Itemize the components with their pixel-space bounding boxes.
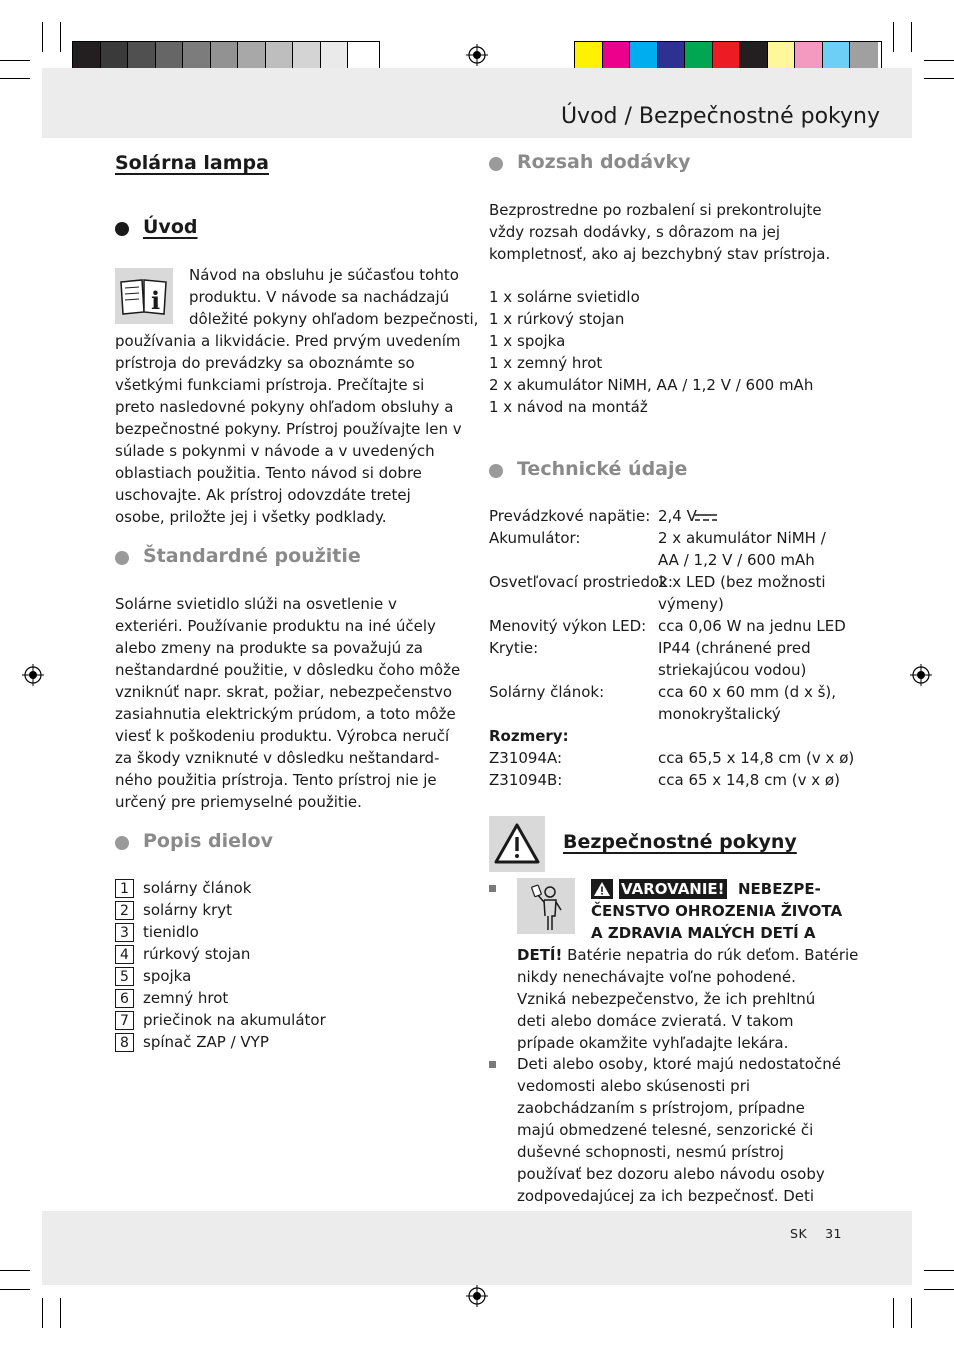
dimension-key: Z31094A:	[489, 749, 563, 767]
part-number: 4	[115, 945, 134, 964]
color-swatch	[128, 42, 156, 68]
standard-use-text: Solárne svietidlo slúži na osvetlenie v exteriéri. Používanie produktu na iné účely alebo zmeny na produkte sa považujú za neštandardné použitie, v dôsledku čoho môže vzniknúť napr. skrat, požiar, nebezpečenstvo zasiahnutia elektrickým prúdom, a toto môže viesť k poškodeniu produktu. Výrobca neručí za škody vzniknuté v dôsledku neštandard-ného použitia prístroja. Tento prístroj nie je určený pre priemyselné použitie.	[115, 595, 461, 811]
part-number: 8	[115, 1033, 134, 1052]
registration-mark-icon	[22, 664, 44, 686]
color-swatch	[101, 42, 129, 68]
crop-mark	[924, 1289, 954, 1290]
footer-language: SK	[790, 1226, 808, 1241]
part-number: 1	[115, 879, 134, 898]
tech-value: cca 60 x 60 mm (d x š),	[658, 683, 837, 701]
crop-mark	[0, 60, 30, 61]
intro-text: používania a likvidácie. Pred prvým uvedením prístroja do prevádzky sa oboznámte so všetkými funkciami prístroja. Prečítajte si preto nasledovné pokyny ohľadom obsluhy a bezpečnostné pokyny. Prístroj používajte len v súlade s pokynmi v návode a v uvedených oblastiach použitia. Tento návod si dobre uschovajte. Ak prístroj odovzdáte tretej osobe, priložte jej i všetky podklady.	[115, 332, 462, 526]
color-swatch	[823, 42, 851, 68]
tech-key: Osvetľovací prostriedok:	[489, 573, 673, 591]
color-swatch	[321, 42, 349, 68]
part-label: spínač ZAP / VYP	[143, 1033, 269, 1051]
parts-heading: Popis dielov	[143, 830, 273, 852]
color-swatch	[603, 42, 631, 68]
tech-value: striekajúcou vodou)	[658, 661, 807, 679]
scope-qty: 1 x	[489, 398, 513, 416]
footer-band	[42, 1211, 912, 1285]
intro-text-line: produktu. V návode sa nachádzajú	[189, 288, 450, 306]
warning-text-first: Batérie nepatria do rúk deťom. Batérie	[567, 946, 859, 964]
scope-qty: 1 x	[489, 288, 513, 306]
intro-text-line: dôležité pokyny ohľadom bezpečnosti,	[189, 310, 479, 328]
part-label: rúrkový stojan	[143, 945, 251, 963]
bullet-dot	[115, 551, 129, 565]
list-bullet	[489, 885, 496, 892]
crop-mark	[0, 1289, 30, 1290]
color-swatch	[850, 42, 878, 68]
warning-small-icon	[591, 879, 613, 899]
color-swatch	[740, 42, 768, 68]
crop-mark	[911, 1298, 912, 1328]
color-swatch	[348, 42, 376, 68]
crop-mark	[924, 78, 954, 79]
warning-badge: VAROVANIE!	[621, 880, 725, 898]
scope-qty: 1 x	[489, 310, 513, 328]
registration-mark-icon	[466, 44, 488, 66]
tech-value: 2 x akumulátor NiMH /	[658, 529, 826, 547]
scope-item: solárne svietidlo	[517, 288, 640, 306]
part-label: solárny kryt	[143, 901, 233, 919]
intro-text-line: Návod na obsluhu je súčasťou tohto	[189, 266, 459, 284]
part-number: 5	[115, 967, 134, 986]
part-number: 7	[115, 1011, 134, 1030]
warning-title-line: ČENSTVO OHROZENIA ŽIVOTA	[591, 902, 843, 920]
registration-mark-icon	[910, 664, 932, 686]
svg-text:i: i	[151, 286, 161, 315]
crop-mark	[60, 22, 61, 52]
tech-value: AA / 1,2 V / 600 mAh	[658, 551, 815, 569]
dimensions-label: Rozmery:	[489, 727, 569, 745]
part-number: 3	[115, 923, 134, 942]
tech-value: 2,4 V	[658, 507, 697, 525]
color-swatch	[630, 42, 658, 68]
color-swatch	[768, 42, 796, 68]
color-swatch	[266, 42, 294, 68]
warning-title-end: DETÍ!	[517, 946, 563, 964]
bullet-dot	[115, 222, 129, 236]
page-footer	[790, 1226, 842, 1241]
dc-symbol-icon	[694, 512, 718, 524]
tech-key: Prevádzkové napätie:	[489, 507, 651, 525]
crop-mark	[60, 1298, 61, 1328]
crop-mark	[893, 1298, 894, 1328]
crop-mark	[0, 1270, 30, 1271]
list-bullet	[489, 1061, 496, 1068]
intro-heading: Úvod	[143, 216, 198, 238]
bullet-dot	[115, 836, 129, 850]
grayscale-bar	[72, 41, 380, 69]
bullet-dot	[489, 464, 503, 478]
dimension-value: cca 65 x 14,8 cm (v x ø)	[658, 771, 840, 789]
scope-qty: 2 x	[489, 376, 513, 394]
scope-qty: 1 x	[489, 354, 513, 372]
warning-triangle-icon	[489, 816, 545, 872]
color-swatch	[73, 42, 101, 68]
scope-qty: 1 x	[489, 332, 513, 350]
color-swatch	[575, 42, 603, 68]
tech-key: Menovitý výkon LED:	[489, 617, 647, 635]
standard-use-heading: Štandardné použitie	[143, 545, 361, 567]
scope-item: návod na montáž	[517, 398, 648, 416]
scope-text: Bezprostredne po rozbalení si prekontrolujte vždy rozsah dodávky, s dôrazom na jej kompletnosť, ako aj bezchybný stav prístroja.	[489, 201, 831, 263]
scope-item: akumulátor NiMH, AA / 1,2 V / 600 mAh	[517, 376, 814, 394]
tech-value: výmeny)	[658, 595, 724, 613]
page-title: Úvod / Bezpečnostné pokyny	[560, 104, 880, 129]
info-book-icon	[115, 268, 173, 324]
crop-mark	[893, 22, 894, 52]
scope-item: zemný hrot	[517, 354, 603, 372]
warning-text: nikdy nenechávajte voľne pohodené. Vzniká nebezpečenstvo, že ich prehltnú deti alebo domáce zvieratá. V takom prípade okamžite vyhľadajte lekára.	[517, 968, 816, 1052]
tech-value: monokryštalický	[658, 705, 781, 723]
color-swatch	[156, 42, 184, 68]
tech-heading: Technické údaje	[517, 458, 688, 480]
child-warning-icon	[517, 878, 575, 934]
crop-mark	[42, 22, 43, 52]
color-swatch	[658, 42, 686, 68]
tech-key: Akumulátor:	[489, 529, 581, 547]
part-label: priečinok na akumulátor	[143, 1011, 326, 1029]
scope-item: spojka	[517, 332, 566, 350]
crop-mark	[42, 1298, 43, 1328]
dimension-key: Z31094B:	[489, 771, 563, 789]
color-swatch	[795, 42, 823, 68]
crop-mark	[0, 78, 30, 79]
scope-heading: Rozsah dodávky	[517, 151, 691, 173]
crop-mark	[924, 1270, 954, 1271]
color-swatch	[293, 42, 321, 68]
page-number: 31	[825, 1226, 842, 1241]
color-swatch	[713, 42, 741, 68]
tech-value: cca 0,06 W na jednu LED	[658, 617, 846, 635]
color-swatch	[183, 42, 211, 68]
color-swatch	[685, 42, 713, 68]
warning-title-line: NEBEZPE-	[738, 880, 821, 898]
part-label: spojka	[143, 967, 192, 985]
safety-heading: Bezpečnostné pokyny	[563, 831, 797, 853]
safety-bullet-text: Deti alebo osoby, ktoré majú nedostatočné vedomosti alebo skúsenosti pri zaobchádzaním s prístrojom, prípadne majú obmedzené telesné, senzorické či duševné schopnosti, nesmú prístroj používať bez dozoru alebo návodu osoby zodpovedajúcej za ich bezpečnosť. Deti	[517, 1055, 841, 1205]
dimension-value: cca 65,5 x 14,8 cm (v x ø)	[658, 749, 855, 767]
color-bar	[574, 41, 882, 69]
tech-key: Solárny článok:	[489, 683, 605, 701]
crop-mark	[911, 22, 912, 52]
scope-item: rúrkový stojan	[517, 310, 625, 328]
part-label: tienidlo	[143, 923, 199, 941]
bullet-dot	[489, 157, 503, 171]
part-number: 6	[115, 989, 134, 1008]
part-label: zemný hrot	[143, 989, 229, 1007]
warning-title-line: A ZDRAVIA MALÝCH DETÍ A	[591, 924, 816, 942]
tech-value: 2 x LED (bez možnosti	[658, 573, 826, 591]
tech-key: Krytie:	[489, 639, 539, 657]
product-title: Solárna lampa	[115, 152, 269, 174]
tech-value: IP44 (chránené pred	[658, 639, 811, 657]
part-number: 2	[115, 901, 134, 920]
registration-mark-icon	[466, 1285, 488, 1307]
color-swatch	[238, 42, 266, 68]
part-label: solárny článok	[143, 879, 252, 897]
color-swatch	[211, 42, 239, 68]
crop-mark	[924, 60, 954, 61]
